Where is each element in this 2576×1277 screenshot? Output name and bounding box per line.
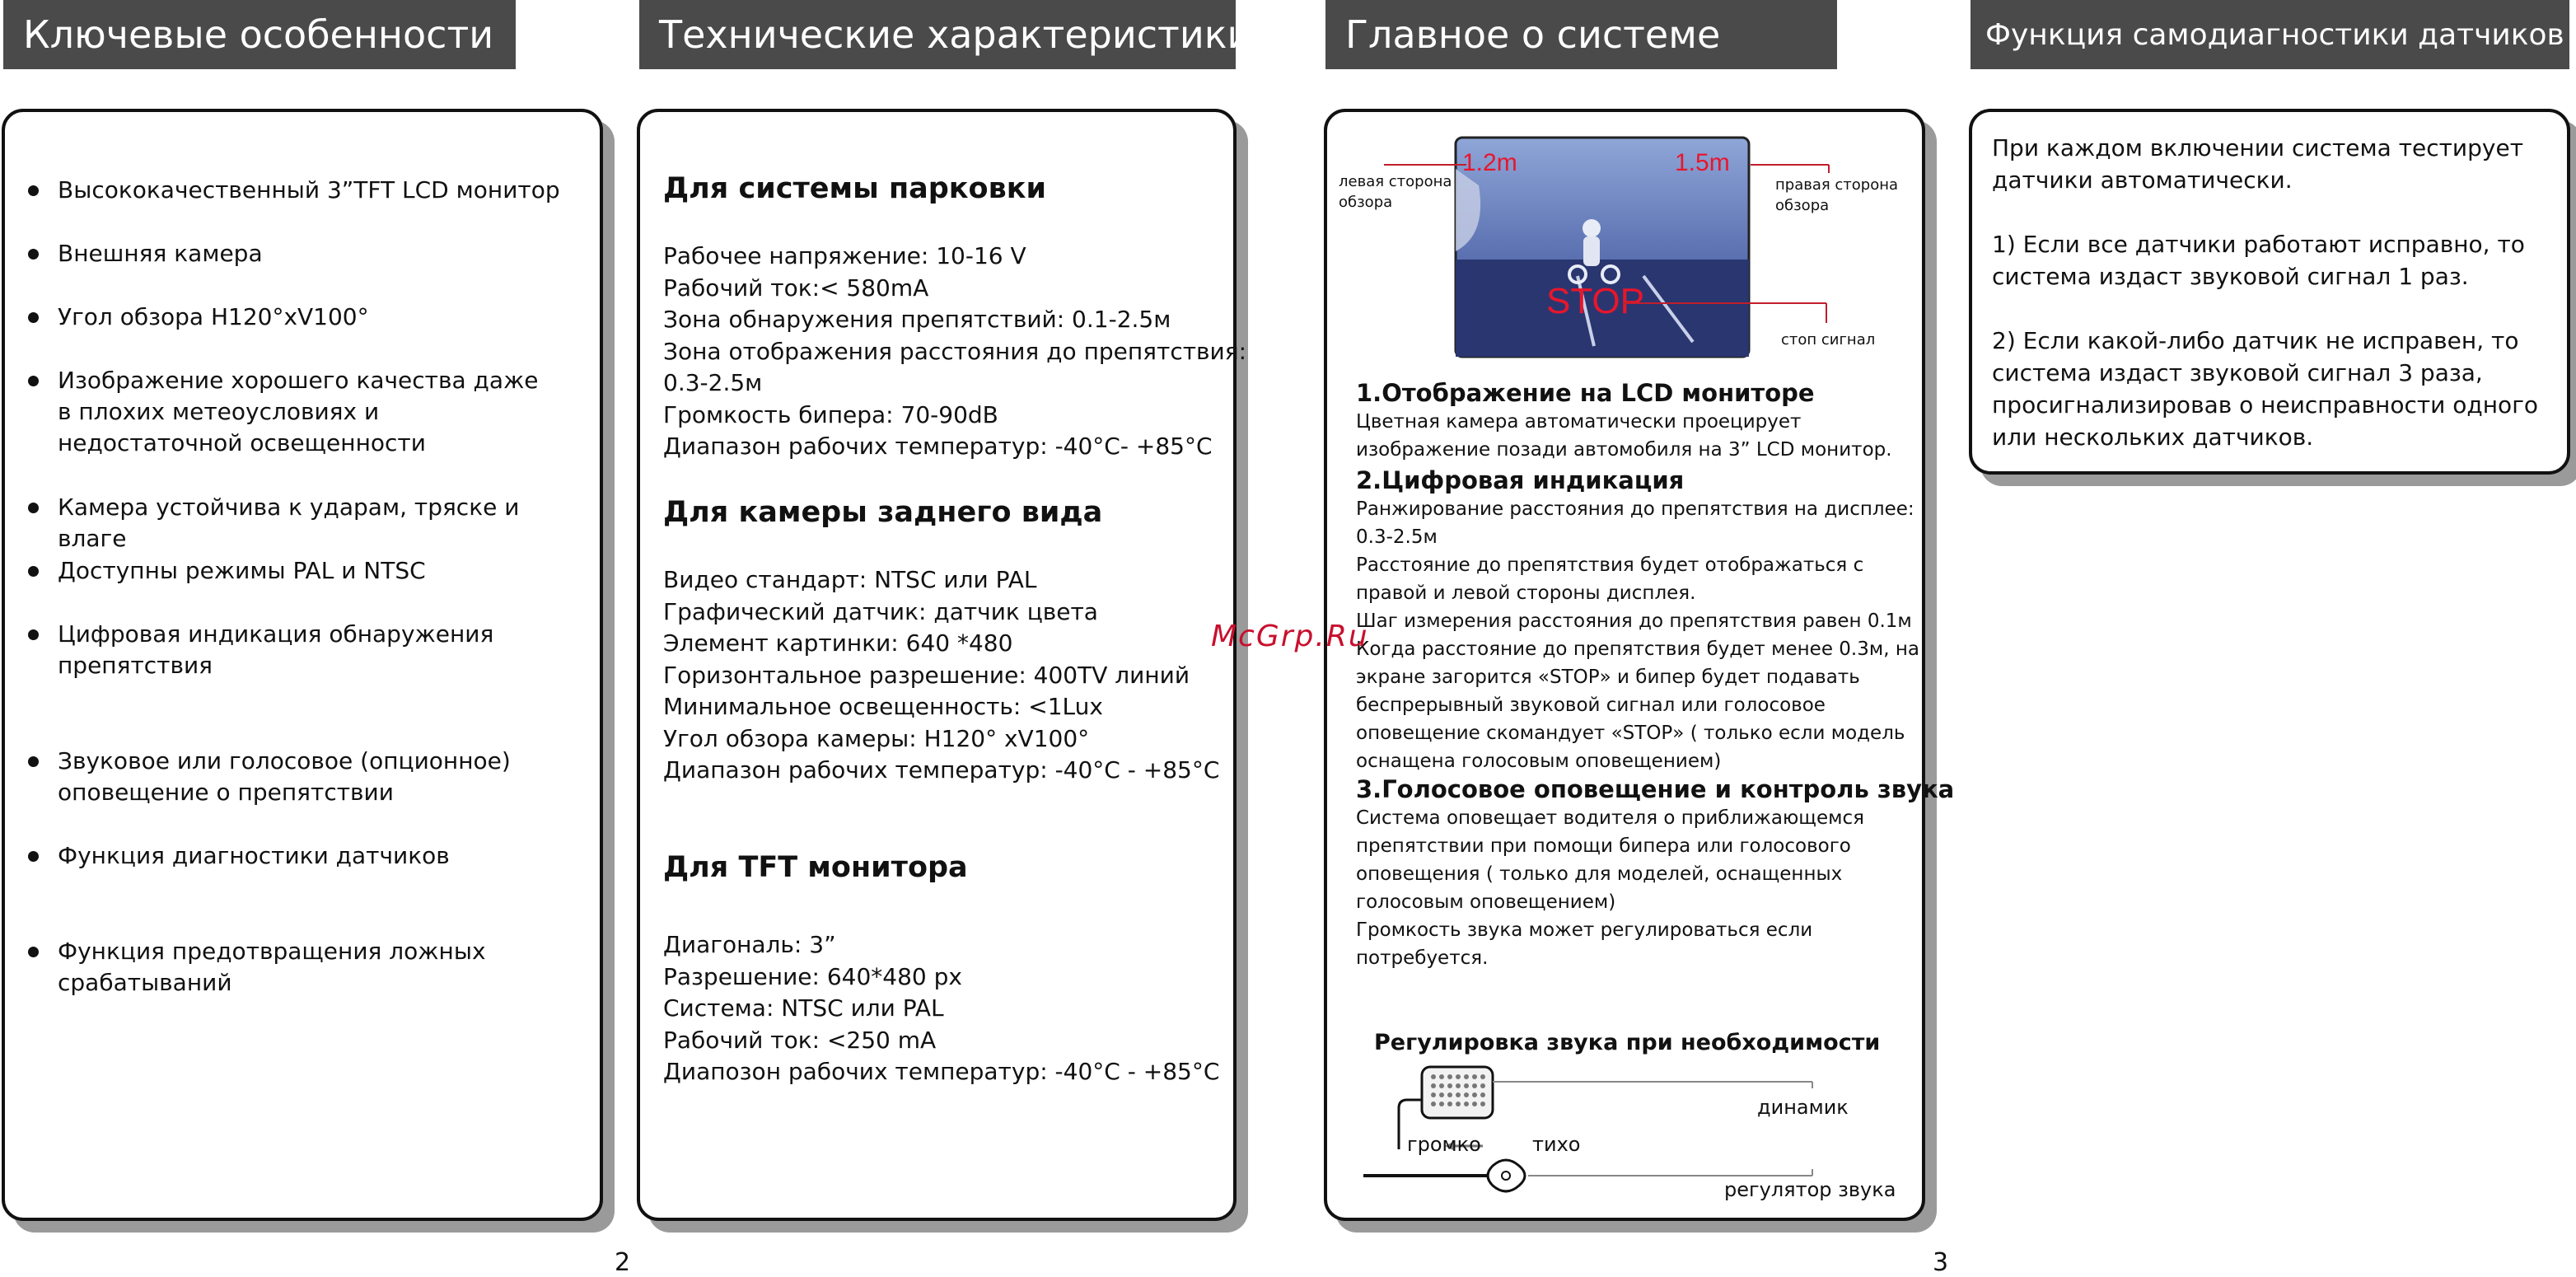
- parking-specs: [663, 241, 1246, 463]
- camera-specs: [663, 564, 1219, 787]
- spec-line: Диапазон рабочих температур: -40°C- +85°C: [663, 433, 1213, 460]
- spec-line: Система: NTSC или PAL: [663, 994, 944, 1022]
- text-line: 1) Если все датчики работают исправно, то: [1992, 231, 2525, 258]
- callout-lines: [1318, 132, 1845, 354]
- section-digital-text: [1356, 495, 1919, 775]
- left-view-label: [1339, 171, 1452, 213]
- label-line: правая сторона: [1775, 176, 1899, 194]
- label-line: обзора: [1775, 197, 1830, 214]
- feature-item: Цифровая индикация обнаружения препятствия: [58, 619, 503, 681]
- spec-line: Рабочий ток:< 580mA: [663, 274, 929, 302]
- text-line: система издаст звуковой сигнал 1 раз.: [1992, 263, 2469, 290]
- section-voice-title: 3.Голосовое оповещение и контроль звука: [1356, 775, 1955, 803]
- feature-item: Изображение хорошего качества даже в плохих метеоусловиях и недостаточной освещенности: [58, 365, 552, 459]
- header-key-features: [3, 0, 516, 69]
- spec-line: Диапозон рабочих температур: -40°C - +85°C: [663, 1058, 1220, 1085]
- camera-title: Для камеры заднего вида: [663, 496, 1103, 529]
- spec-line: Разрешение: 640*480 px: [663, 962, 962, 990]
- page-number: 2: [615, 1248, 631, 1277]
- feature-item: Доступны режимы PAL и NTSC: [58, 555, 585, 587]
- parking-title: Для системы парковки: [663, 172, 1047, 205]
- text-line: голосовым оповещением): [1356, 891, 1616, 913]
- text-line: правой и левой стороны дисплея.: [1356, 582, 1696, 604]
- spec-line: Зона обнаружения препятствий: 0.1-2.5м: [663, 306, 1171, 333]
- monitor-specs: [663, 929, 1219, 1088]
- section-digital-title: 2.Цифровая индикация: [1356, 466, 1685, 494]
- label-line: левая сторона: [1339, 173, 1452, 190]
- feature-item: Внешняя камера: [58, 238, 585, 269]
- text-line: потребуется.: [1356, 947, 1489, 969]
- text-line: Когда расстояние до препятствия будет менее 0.3м, на: [1356, 638, 1919, 660]
- text-line: 0.3-2.5м: [1356, 526, 1438, 548]
- text-line: Громкость звука может регулироваться если: [1356, 919, 1813, 941]
- spec-line: Диапазон рабочих температур: -40°C - +85°C: [663, 756, 1220, 784]
- monitor-title: Для TFT монитора: [663, 851, 968, 884]
- feature-item: Камера устойчива к ударам, тряске и влаге: [58, 492, 585, 554]
- spec-line: Графический датчик: датчик цвета: [663, 597, 1098, 625]
- header-diagnostics: [1971, 0, 2569, 69]
- text-line: оповещения ( только для моделей, оснащенных: [1356, 863, 1843, 885]
- header-title: Главное о системе: [1345, 12, 1721, 57]
- spec-line: Горизонтальное разрешение: 400TV линий: [663, 661, 1190, 689]
- spec-line: 0.3-2.5м: [663, 369, 763, 396]
- feature-item: Высококачественный 3”TFT LCD монитор: [58, 175, 585, 206]
- spec-line: Громкость бипера: 70-90dB: [663, 400, 998, 428]
- spec-line: Диагональ: 3”: [663, 931, 836, 958]
- page-number: 3: [1933, 1248, 1949, 1277]
- stop-signal-label: стоп сигнал: [1781, 331, 1876, 348]
- stop-readout: STOP: [1546, 281, 1645, 321]
- speaker-icon: [1422, 1067, 1493, 1118]
- quiet-label: тихо: [1532, 1133, 1581, 1156]
- header-specs: [639, 0, 1252, 69]
- spec-line: Рабочее напряжение: 10-16 V: [663, 242, 1026, 269]
- left-distance-readout: 1.2m: [1462, 149, 1517, 176]
- feature-item: Функция предотвращения ложных срабатываний: [58, 936, 503, 999]
- text-line: [1992, 292, 2538, 325]
- diagnostics-text: [1992, 132, 2538, 453]
- text-line: оповещение скомандует «STOP» ( только если модель: [1356, 723, 1905, 744]
- text-line: Цветная камера автоматически проецирует: [1356, 411, 1802, 433]
- loud-label: громко: [1407, 1133, 1481, 1156]
- text-line: [1992, 196, 2538, 228]
- volume-regulator-knob-icon: [1488, 1160, 1525, 1191]
- text-line: датчики автоматически.: [1992, 166, 2293, 194]
- text-line: или нескольких датчиков.: [1992, 423, 2314, 451]
- text-line: Шаг измерения расстояния до препятствия равен 0.1м: [1356, 610, 1912, 632]
- volume-diagram: [1359, 1059, 1821, 1195]
- text-line: 2) Если какой-либо датчик не исправен, то: [1992, 327, 2519, 354]
- label-line: обзора: [1339, 194, 1393, 211]
- text-line: Ранжирование расстояния до препятствия на дисплее:: [1356, 498, 1914, 520]
- right-view-label: [1775, 175, 1898, 216]
- header-title: Ключевые особенности: [23, 12, 494, 57]
- text-line: система издаст звуковой сигнал 3 раза,: [1992, 359, 2483, 386]
- regulator-label: регулятор звука: [1724, 1178, 1896, 1201]
- spec-line: Минимальное освещенность: <1Lux: [663, 693, 1103, 720]
- section-voice-text: [1356, 804, 1864, 972]
- header-title: Технические характеристики: [659, 12, 1252, 57]
- text-line: просигнализировав о неисправности одного: [1992, 391, 2539, 419]
- speaker-label: динамик: [1757, 1096, 1849, 1119]
- text-line: препятствии при помощи бипера или голосового: [1356, 835, 1851, 857]
- volume-title: Регулировка звука при необходимости: [1374, 1030, 1881, 1055]
- text-line: экране загорится «STOP» и бипер будет подавать: [1356, 667, 1860, 688]
- text-line: При каждом включении система тестирует: [1992, 134, 2524, 161]
- spec-line: Видео стандарт: NTSC или PAL: [663, 566, 1037, 593]
- header-system: [1325, 0, 1837, 69]
- text-line: изображение позади автомобиля на 3” LCD монитор.: [1356, 439, 1892, 461]
- text-line: беспрерывный звуковой сигнал или голосовое: [1356, 695, 1826, 716]
- spec-line: Рабочий ток: <250 mA: [663, 1026, 937, 1054]
- text-line: Система оповещает водителя о приближающемся: [1356, 807, 1864, 829]
- feature-item: Угол обзора H120°xV100°: [58, 302, 585, 333]
- feature-item: Функция диагностики датчиков: [58, 840, 585, 872]
- header-title: Функция самодиагностики датчиков: [1985, 17, 2564, 52]
- spec-line: Зона отображения расстояния до препятствия:: [663, 337, 1247, 365]
- watermark: McGrp.Ru: [1211, 620, 1369, 653]
- feature-item: Звуковое или голосовое (опционное) оповещение о препятствии: [58, 746, 519, 808]
- section-lcd-title: 1.Отображение на LCD мониторе: [1356, 379, 1815, 407]
- text-line: Расстояние до препятствия будет отображаться с: [1356, 554, 1864, 576]
- text-line: оснащена голосовым оповещением): [1356, 751, 1722, 772]
- spec-line: Элемент картинки: 640 *480: [663, 629, 1013, 657]
- spec-line: Угол обзора камеры: H120° xV100°: [663, 724, 1090, 752]
- right-distance-readout: 1.5m: [1675, 149, 1730, 176]
- section-lcd-text: [1356, 408, 1892, 464]
